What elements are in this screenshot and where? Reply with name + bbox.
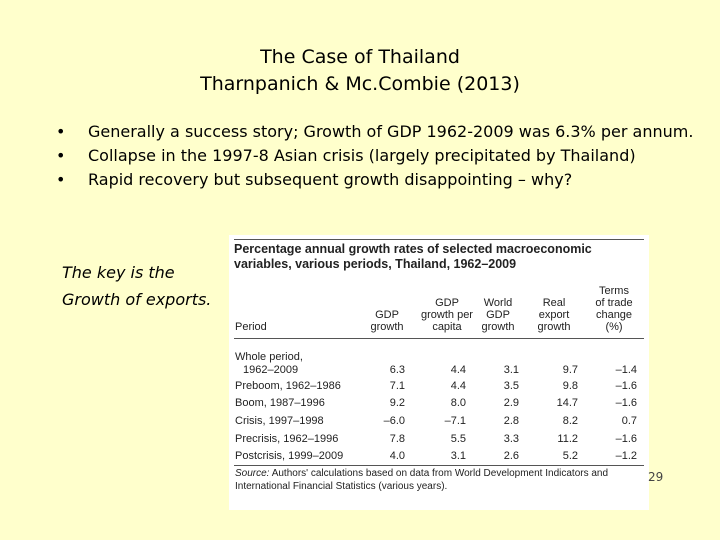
growth-table: Percentage annual growth rates of selected macroeconomic variables, various periods, Thailand, 1962–2009 Period GDP growth GDP growth per capita World GDP growth Real export growth Terms of trade change (%) Whole period, 1962–2009 6.3 4.4 3.1 9.7 –1.4 Preboom, 1962–1986 7.1 4.4 3.5 9.8 –1.6 Boom, 1987–1996 9.2 8.0 2.9 14.7 –1.6 Crisis, 1997–1998 –6.0 –7.1 2.8 8.2 0.7 Precrisis, 1962–1996 7.8 5.5 3.3 11.2 –1.6 Postcrisis, 1999–2009 4.0 3.1 2.6 5.2 –1.2 Source: Authors' calculations based on data from World Development Indicators and International Financial Statistics (various years). <box>229 235 649 510</box>
bullet-item: • Collapse in the 1997-8 Asian crisis (largely precipitated by Thailand) <box>56 146 636 165</box>
bullet-item: • Generally a success story; Growth of GDP 1962-2009 was 6.3% per annum. <box>56 122 694 141</box>
header-gdp-growth: GDP growth <box>370 309 404 333</box>
slide-title <box>0 44 720 98</box>
table-title: Percentage annual growth rates of selected macroeconomic variables, various periods, Thailand, 1962–2009 <box>234 239 644 272</box>
table-source <box>235 467 645 493</box>
source-label: Source: <box>235 468 270 479</box>
key-note: The key is the Growth of exports. <box>62 263 212 309</box>
header-gdp-per-capita: GDP growth per capita <box>421 297 473 333</box>
bullet-icon: • <box>56 146 66 165</box>
bullet-item: • Rapid recovery but subsequent growth disappointing – why? <box>56 170 573 189</box>
header-rule <box>234 338 644 339</box>
title-line-2: Tharnpanich & Mc.Combie (2013) <box>200 73 520 95</box>
bullet-list <box>56 121 696 193</box>
header-real-export: Real export growth <box>537 297 571 333</box>
bullet-icon: • <box>56 122 66 141</box>
header-period: Period <box>235 321 267 333</box>
bullet-icon: • <box>56 170 66 189</box>
header-world-gdp: World GDP growth <box>481 297 515 333</box>
page-number: 29 <box>648 470 664 484</box>
source-text: Authors' calculations based on data from World Development Indicators and International Financial Statistics (various years). <box>235 468 609 492</box>
header-terms-of-trade: Terms of trade change (%) <box>595 285 633 333</box>
title-line-1: The Case of Thailand <box>260 46 460 68</box>
source-rule <box>234 465 644 466</box>
